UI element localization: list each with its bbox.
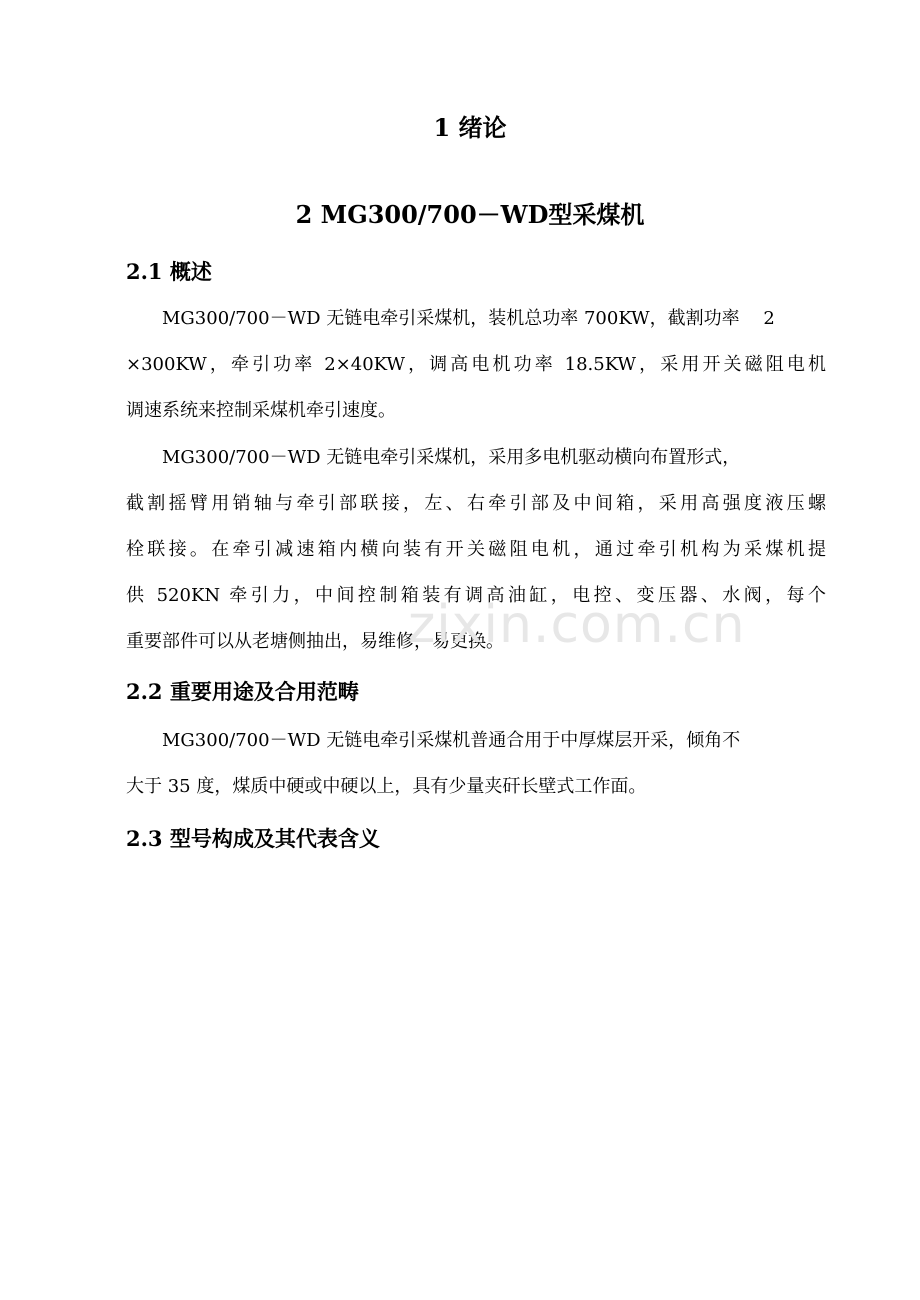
section-2-1-heading: 2.1 概述 <box>126 259 212 284</box>
section-2-3-heading: 2.3 型号构成及其代表含义 <box>126 826 380 851</box>
overview-line-3: 调速系统来控制采煤机牵引速度。 <box>126 400 396 421</box>
watermark: zixin.com.cn <box>408 595 746 655</box>
chapter-2-heading: 2 MG300/700－WD型采煤机 <box>295 200 645 229</box>
structure-line-2: 截割摇臂用销轴与牵引部联接，左、右牵引部及中间箱，采用高强度液压螺 <box>126 493 826 514</box>
chapter-1-heading: 1 绪论 <box>433 113 507 142</box>
usage-line-1: MG300/700－WD 无链电牵引采煤机普通合用于中厚煤层开采，倾角不 <box>162 730 741 751</box>
overview-paragraph <box>126 296 826 434</box>
structure-line-3: 栓联接。在牵引减速箱内横向装有开关磁阻电机，通过牵引机构为采煤机提 <box>126 539 826 560</box>
structure-line-4: 供 520KN 牵引力，中间控制箱装有调高油缸，电控、变压器、水阀，每个 <box>126 585 826 606</box>
usage-line-2: 大于 35 度，煤质中硬或中硬以上，具有少量夹矸长壁式工作面。 <box>126 776 647 797</box>
section-2-2-heading: 2.2 重要用途及合用范畴 <box>126 679 359 704</box>
structure-line-1: MG300/700－WD 无链电牵引采煤机，采用多电机驱动横向布置形式， <box>162 447 741 468</box>
usage-paragraph <box>126 718 826 810</box>
structure-line-5: 重要部件可以从老塘侧抽出，易维修，易更换。 <box>126 631 504 652</box>
overview-line-1: MG300/700－WD 无链电牵引采煤机，装机总功率 700KW，截割功率 2 <box>162 308 775 329</box>
overview-line-2: ×300KW，牵引功率 2×40KW，调高电机功率 18.5KW，采用开关磁阻电机 <box>126 354 826 375</box>
